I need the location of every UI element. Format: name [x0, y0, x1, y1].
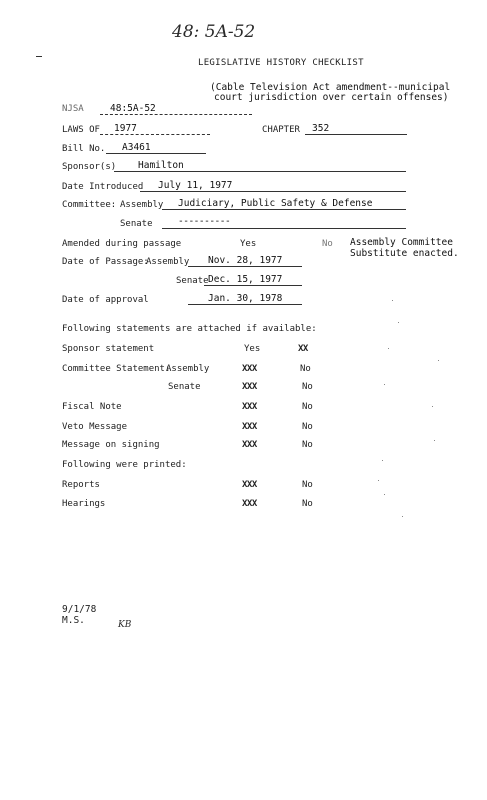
passage-assembly-label: Assembly [146, 257, 190, 267]
message-on-signing-no: No [302, 440, 313, 450]
bill-no-value: A3461 [122, 142, 151, 153]
sponsors-value: Hamilton [138, 160, 184, 171]
approval-underline [188, 304, 302, 305]
fiscal-note-yes-struck: XXX [242, 402, 257, 412]
page-title: LEGISLATIVE HISTORY CHECKLIST [198, 58, 364, 68]
passage-assembly-value: Nov. 28, 1977 [208, 255, 283, 266]
committee-statement-assembly-no: No [300, 364, 311, 374]
amended-no: No [322, 239, 333, 249]
printed-heading: Following were printed: [62, 460, 187, 470]
reports-no: No [302, 480, 313, 490]
passage-senate-underline [204, 285, 302, 286]
handwritten-statute-number: 48: 5A-52 [172, 22, 256, 42]
attached-heading: Following statements are attached if available: [62, 324, 317, 334]
hearings-yes-struck: XXX [242, 499, 257, 509]
date-introduced-underline [140, 191, 406, 192]
message-on-signing-yes-struck: XXX [242, 440, 257, 450]
sponsors-label: Sponsor(s) [62, 162, 117, 172]
committee-assembly-label: Assembly [120, 200, 164, 210]
scan-speck [392, 300, 393, 301]
footer-initials: M.S. [62, 615, 85, 626]
njsa-underline [100, 114, 252, 115]
chapter-value: 352 [312, 123, 330, 134]
committee-statement-label: Committee Statement: [62, 364, 171, 374]
reports-label: Reports [62, 480, 100, 490]
message-on-signing-label: Message on signing [62, 440, 160, 450]
approval-value: Jan. 30, 1978 [208, 293, 283, 304]
committee-statement-senate-no: No [302, 382, 313, 392]
passage-assembly-underline [188, 266, 302, 267]
scan-speck [402, 516, 403, 517]
scan-speck [378, 480, 379, 481]
committee-statement-assembly-yes-struck: XXX [242, 364, 257, 374]
committee-assembly-value: Judiciary, Public Safety & Defense [178, 198, 373, 209]
veto-message-yes-struck: XXX [242, 422, 257, 432]
committee-assembly-underline [162, 209, 406, 210]
chapter-label: CHAPTER [262, 125, 300, 135]
approval-label: Date of approval [62, 295, 149, 305]
passage-label: Date of Passage: [62, 257, 149, 267]
committee-statement-senate-yes-struck: XXX [242, 382, 257, 392]
chapter-underline [305, 134, 407, 135]
hearings-no: No [302, 499, 313, 509]
sponsor-statement-label: Sponsor statement [62, 344, 155, 354]
reports-yes-struck: XXX [242, 480, 257, 490]
bill-no-underline [106, 153, 206, 154]
laws-of-underline [100, 134, 210, 135]
scan-speck [434, 440, 435, 441]
subject-line-1: (Cable Television Act amendment--municipal [210, 82, 451, 93]
passage-senate-value: Dec. 15, 1977 [208, 274, 283, 285]
amended-label: Amended during passage [62, 239, 182, 249]
veto-message-no: No [302, 422, 313, 432]
committee-statement-senate-label: Senate [168, 382, 201, 392]
sponsor-statement-yes: Yes [244, 344, 261, 354]
scan-speck [432, 406, 433, 407]
scan-speck [384, 384, 385, 385]
committee-senate-underline [162, 228, 406, 229]
fiscal-note-label: Fiscal Note [62, 402, 122, 412]
handwritten-initials: KB [118, 620, 132, 630]
footer-date: 9/1/78 [62, 604, 97, 615]
njsa-value: 48:5A-52 [110, 103, 156, 114]
sponsors-underline [114, 171, 406, 172]
laws-of-label: LAWS OF [62, 125, 100, 135]
scan-speck [398, 322, 399, 323]
scan-speck [388, 348, 389, 349]
committee-senate-value: ---------- [178, 216, 231, 227]
amended-note-line-1: Assembly Committee [350, 237, 453, 248]
passage-senate-label: Senate [176, 276, 209, 286]
scan-mark [36, 56, 42, 57]
amended-yes: Yes [240, 239, 257, 249]
committee-statement-assembly-label: Assembly [166, 364, 210, 374]
amended-note-line-2: Substitute enacted. [350, 248, 459, 259]
scan-speck [384, 494, 385, 495]
scan-speck [438, 360, 439, 361]
hearings-label: Hearings [62, 499, 106, 509]
fiscal-note-no: No [302, 402, 313, 412]
committee-senate-label: Senate [120, 219, 153, 229]
njsa-label: NJSA [62, 104, 84, 114]
scan-speck [382, 460, 383, 461]
sponsor-statement-no-struck: XX [298, 344, 308, 354]
date-introduced-value: July 11, 1977 [158, 180, 233, 191]
subject-line-2: court jurisdiction over certain offenses) [214, 92, 449, 103]
laws-of-value: 1977 [114, 123, 137, 134]
veto-message-label: Veto Message [62, 422, 128, 432]
bill-no-label: Bill No. [62, 144, 106, 154]
committee-label: Committee: [62, 200, 117, 210]
date-introduced-label: Date Introduced [62, 182, 144, 192]
